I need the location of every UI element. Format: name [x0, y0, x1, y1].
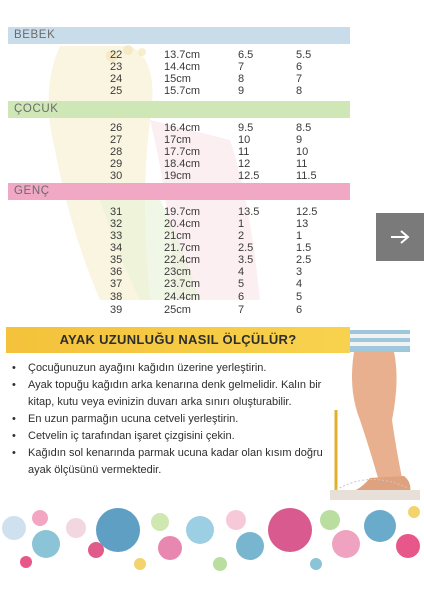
length-cell: 19.7cm [164, 206, 201, 218]
uk-size-cell: 12.5 [296, 206, 318, 218]
uk-size-cell: 5.5 [296, 49, 312, 61]
length-cell: 16.4cm [164, 122, 201, 134]
table-row [0, 278, 350, 290]
us-size-cell: 12 [238, 158, 251, 170]
us-size-cell: 7 [238, 61, 245, 73]
table-row [0, 206, 350, 218]
size-cell: 24 [110, 73, 123, 85]
length-cell: 15.7cm [164, 85, 201, 97]
size-cell: 28 [110, 146, 123, 158]
table-row [0, 134, 350, 146]
list-item: • Ayak topuğu kağıdın arka kenarına denk gelmelidir. Kalın bir kitap, kutu veya evinizin duvarı arka sınırı oluşturabilir. [8, 377, 328, 411]
us-size-cell: 9.5 [238, 122, 254, 134]
length-cell: 18.4cm [164, 158, 201, 170]
uk-size-cell: 11.5 [296, 170, 317, 182]
uk-size-cell: 7 [296, 73, 303, 85]
us-size-cell: 3.5 [238, 254, 254, 266]
us-size-cell: 12.5 [238, 170, 260, 182]
size-cell: 33 [110, 230, 123, 242]
table-row [0, 85, 350, 97]
table-row [0, 254, 350, 266]
length-cell: 21cm [164, 230, 191, 242]
uk-size-cell: 11 [296, 158, 308, 170]
uk-size-cell: 6 [296, 304, 303, 316]
arrow-right-icon [390, 230, 410, 244]
us-size-cell: 8 [238, 73, 245, 85]
us-size-cell: 10 [238, 134, 251, 146]
size-cell: 37 [110, 278, 123, 290]
length-cell: 23.7cm [164, 278, 201, 290]
size-cell: 39 [110, 304, 123, 316]
length-cell: 14.4cm [164, 61, 201, 73]
us-size-cell: 6 [238, 291, 245, 303]
table-row [0, 266, 350, 278]
length-cell: 24.4cm [164, 291, 201, 303]
table-row [0, 304, 350, 316]
next-image-button[interactable] [376, 213, 424, 261]
list-item: • Cetvelin iç tarafından işaret çizgisini çekin. [8, 428, 328, 445]
list-item: • Çocuğunuzun ayağını kağıdın üzerine yerleştirin. [8, 360, 328, 377]
uk-size-cell: 9 [296, 134, 303, 146]
length-cell: 17cm [164, 134, 191, 146]
us-size-cell: 9 [238, 85, 245, 97]
decorative-dots [0, 500, 424, 575]
table-row [0, 230, 350, 242]
baby-measuring-illustration [330, 330, 420, 500]
length-cell: 13.7cm [164, 49, 201, 61]
size-cell: 23 [110, 61, 123, 73]
uk-size-cell: 8 [296, 85, 303, 97]
table-row [0, 170, 350, 182]
instructions-title: AYAK UZUNLUĞU NASIL ÖLÇÜLÜR? [59, 332, 297, 347]
instructions-list [8, 360, 328, 479]
uk-size-cell: 1.5 [296, 242, 312, 254]
uk-size-cell: 1 [296, 230, 303, 242]
uk-size-cell: 5 [296, 291, 303, 303]
uk-size-cell: 4 [296, 278, 303, 290]
us-size-cell: 1 [238, 218, 245, 230]
us-size-cell: 13.5 [238, 206, 260, 218]
length-cell: 17.7cm [164, 146, 201, 158]
table-row [0, 291, 350, 303]
size-cell: 26 [110, 122, 123, 134]
list-item: • Kağıdın sol kenarında parmak ucuna kadar olan kısım doğru ayak ölçüsünü vermektedir. [8, 445, 328, 479]
length-cell: 23cm [164, 266, 191, 278]
uk-size-cell: 3 [296, 266, 303, 278]
us-size-cell: 4 [238, 266, 245, 278]
us-size-cell: 6.5 [238, 49, 254, 61]
us-size-cell: 7 [238, 304, 245, 316]
section-header-cocuk: ÇOCUK [8, 101, 350, 118]
us-size-cell: 2.5 [238, 242, 254, 254]
uk-size-cell: 2.5 [296, 254, 312, 266]
size-cell: 29 [110, 158, 123, 170]
size-cell: 31 [110, 206, 123, 218]
section-header-bebek: BEBEK [8, 27, 350, 44]
table-row [0, 158, 350, 170]
length-cell: 25cm [164, 304, 191, 316]
table-row [0, 73, 350, 85]
uk-size-cell: 13 [296, 218, 309, 230]
table-row [0, 122, 350, 134]
length-cell: 15cm [164, 73, 191, 85]
uk-size-cell: 6 [296, 61, 303, 73]
size-cell: 35 [110, 254, 123, 266]
size-cell: 30 [110, 170, 123, 182]
length-cell: 21.7cm [164, 242, 201, 254]
us-size-cell: 2 [238, 230, 245, 242]
size-cell: 25 [110, 85, 123, 97]
length-cell: 19cm [164, 170, 191, 182]
size-cell: 22 [110, 49, 123, 61]
uk-size-cell: 8.5 [296, 122, 312, 134]
us-size-cell: 11 [238, 146, 250, 158]
size-cell: 36 [110, 266, 123, 278]
table-row [0, 218, 350, 230]
size-cell: 34 [110, 242, 123, 254]
length-cell: 22.4cm [164, 254, 201, 266]
table-row [0, 49, 350, 61]
size-cell: 32 [110, 218, 123, 230]
us-size-cell: 5 [238, 278, 245, 290]
size-cell: 27 [110, 134, 123, 146]
list-item: • En uzun parmağın ucuna cetveli yerleştirin. [8, 411, 328, 428]
length-cell: 20.4cm [164, 218, 201, 230]
table-row [0, 61, 350, 73]
uk-size-cell: 10 [296, 146, 309, 158]
size-cell: 38 [110, 291, 123, 303]
section-header-genc: GENÇ [8, 183, 350, 200]
table-row [0, 242, 350, 254]
table-row [0, 146, 350, 158]
